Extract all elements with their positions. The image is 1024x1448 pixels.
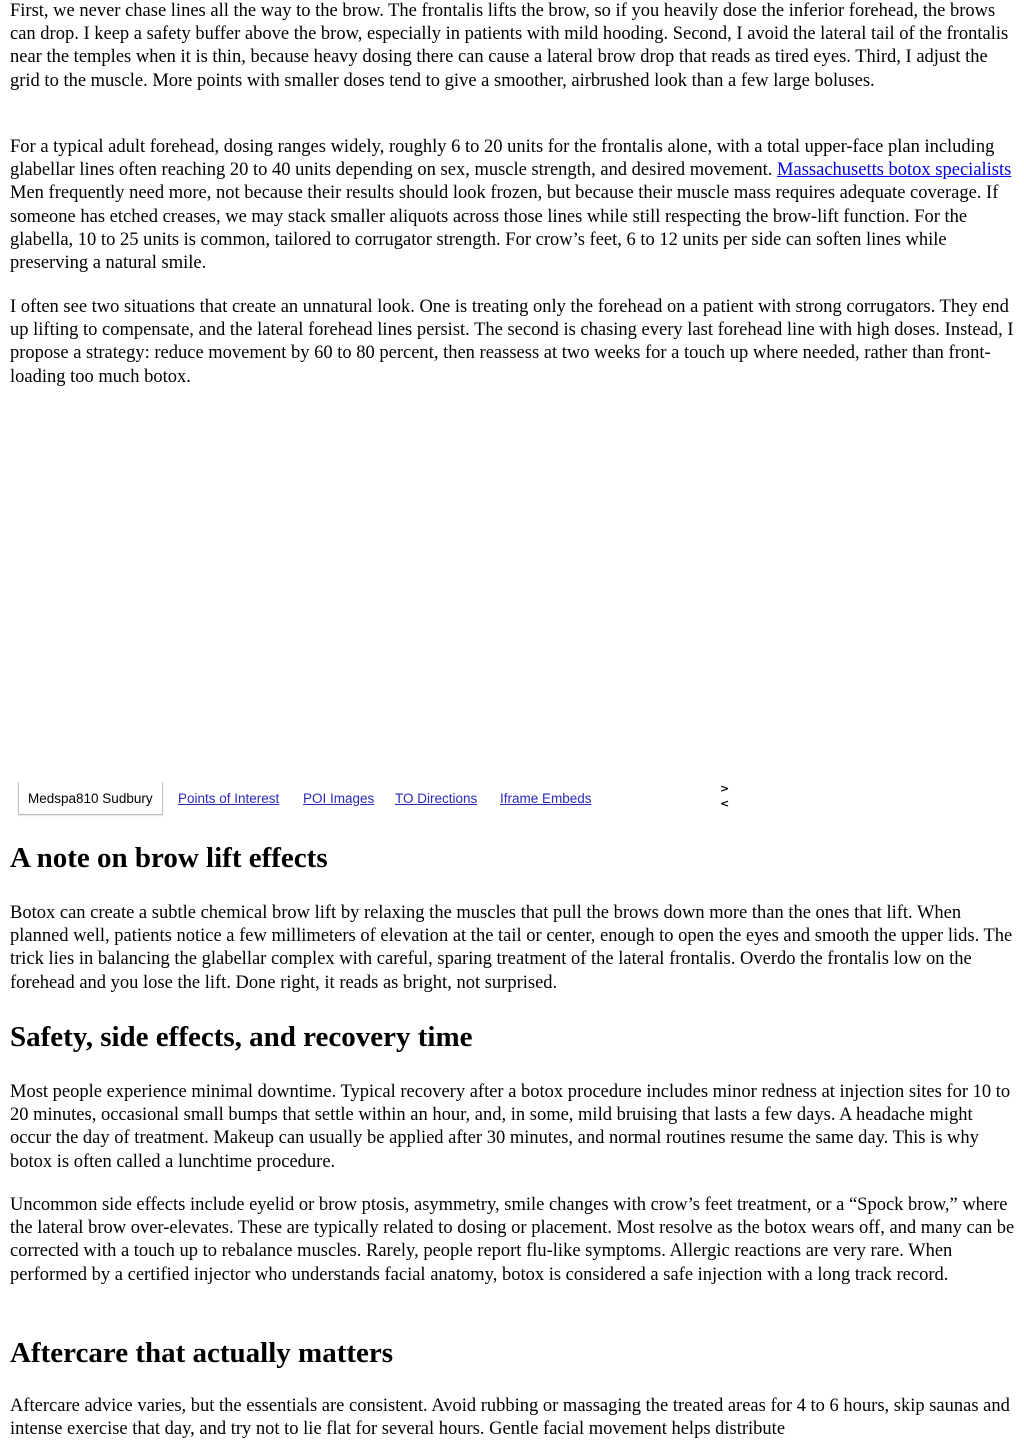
heading-aftercare: Aftercare that actually matters xyxy=(10,1337,394,1369)
dosing-text-after-link: Men frequently need more, not because their results should look frozen, but because their muscle mass requires adequate coverage. If someone has etched creases, we may stack smaller aliquots across those lines while still respecting the brow-lift function. For the glabella, 10 to 25 units is common, tailored to corrugator strength. For crow’s feet, 6 to 12 units per side can soften lines while preserving a natural smile. xyxy=(10,183,999,274)
paragraph-unnatural-look: I often see two situations that create an unnatural look. One is treating only the forehead on a patient with strong corrugators. They end up lifting to compensate, and the lateral forehead lines persist. The second is chasing every last forehead line with high doses. Instead, I propose a strategy: reduce movement by 60 to 80 percent, then reassess at two weeks for a touch up where needed, rather than front-loading too much botox. xyxy=(10,297,1014,387)
tab-points-of-interest[interactable]: Points of Interest xyxy=(178,791,280,806)
next-arrow-icon[interactable]: > xyxy=(720,782,730,795)
tab-medspa810-sudbury[interactable]: Medspa810 Sudbury xyxy=(18,782,163,815)
prev-arrow-icon[interactable]: < xyxy=(720,797,730,810)
heading-brow-lift-effects: A note on brow lift effects xyxy=(10,842,328,874)
paragraph-aftercare: Aftercare advice varies, but the essentials are consistent. Avoid rubbing or massaging the treated areas for 4 to 6 hours, skip saunas and intense exercise that day, and try not to lie flat for several hours. Gentle facial movement helps distribute xyxy=(10,1396,1010,1440)
paragraph-dosing-ranges xyxy=(10,136,1018,275)
paragraph-side-effects: Uncommon side effects include eyelid or brow ptosis, asymmetry, smile changes with crow’s feet treatment, or a “Spock brow,” where the lateral brow over-elevates. These are typically related to dosing or placement. Most resolve as the botox wears off, and many can be corrected with a touch up to rebalance muscles. Rarely, people report flu-like symptoms. Allergic reactions are very rare. When performed by a certified injector who understands facial anatomy, botox is considered a safe injection with a long track record. xyxy=(10,1195,1015,1285)
paragraph-brow-lift: Botox can create a subtle chemical brow lift by relaxing the muscles that pull the brows down more than the ones that lift. When planned well, patients notice a few millimeters of elevation at the tail or center, enough to open the eyes and smooth the upper lids. The trick lies in balancing the glabellar complex with careful, sparing treatment of the lateral frontalis. Overdo the frontalis low on the forehead and you lose the lift. Done right, it reads as bright, not surprised. xyxy=(10,903,1013,993)
dosing-text-before-link: For a typical adult forehead, dosing ranges widely, roughly 6 to 20 units for the frontalis alone, with a total upper-face plan including glabellar lines often reaching 20 to 40 units depending on sex, muscle strength, and desired movement. xyxy=(10,137,995,181)
tab-to-directions[interactable]: TO Directions xyxy=(395,791,478,806)
embed-tab-bar xyxy=(18,782,728,816)
massachusetts-botox-specialists-link[interactable]: Massachusetts botox specialists xyxy=(777,160,1012,181)
heading-safety: Safety, side effects, and recovery time xyxy=(10,1021,473,1053)
paragraph-dosing-principles: First, we never chase lines all the way to the brow. The frontalis lifts the brow, so if you heavily dose the inferior forehead, the brows can drop. I keep a safety buffer above the brow, especially in patients with mild hooding. Second, I avoid the lateral tail of the frontalis near the temples when it is thin, because heavy dosing there can cause a lateral brow drop that reads as tired eyes. Third, I adjust the grid to the muscle. More points with smaller doses tend to give a smoother, airbrushed look than a few large boluses. xyxy=(10,1,1009,91)
tab-poi-images[interactable]: POI Images xyxy=(303,791,375,806)
tab-iframe-embeds[interactable]: Iframe Embeds xyxy=(500,791,592,806)
paragraph-recovery: Most people experience minimal downtime. Typical recovery after a botox procedure includes minor redness at injection sites for 10 to 20 minutes, occasional small bumps that settle within an hour, and, in some, mild bruising that lasts a few days. A headache might occur the day of treatment. Makeup can usually be applied after 30 minutes, and normal routines resume the same day. This is why botox is often called a lunchtime procedure. xyxy=(10,1082,1011,1172)
